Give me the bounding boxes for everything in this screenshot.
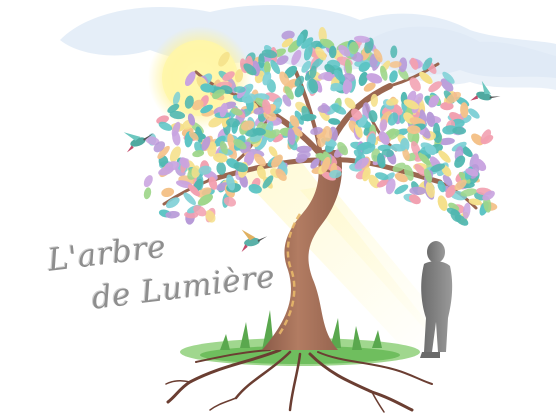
leaf — [160, 186, 175, 198]
leaf — [143, 187, 153, 200]
title-line-2: de Lumière — [89, 258, 278, 317]
hummingbird-center — [238, 225, 269, 252]
leaf — [452, 153, 468, 170]
leaf — [142, 174, 155, 189]
leaf — [234, 86, 246, 93]
title-line-1: L'arbre — [45, 228, 169, 279]
